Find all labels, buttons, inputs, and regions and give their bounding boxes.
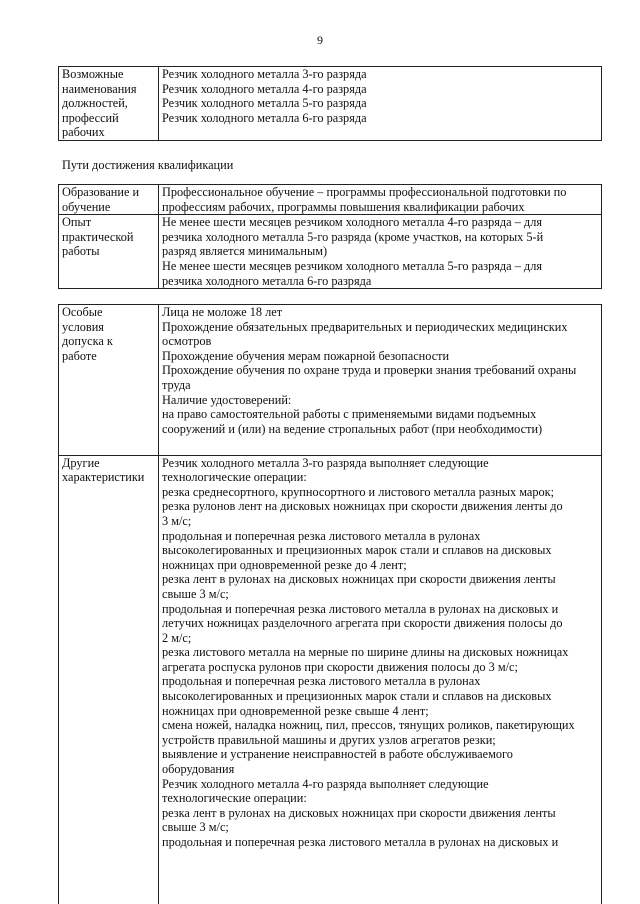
position-item: Резчик холодного металла 5-го разряда bbox=[162, 96, 367, 111]
text-line: оборудования bbox=[162, 762, 235, 777]
label-line: практической bbox=[62, 229, 134, 244]
text-line: продольная и поперечная резка листового металла в рулонах bbox=[162, 528, 481, 543]
table-row bbox=[59, 67, 602, 141]
text-line: Лица не моложе 18 лет bbox=[162, 305, 283, 319]
text-line: резка листового металла на мерные по ширине длины на дисковых ножницах bbox=[162, 645, 569, 660]
conditions-table bbox=[58, 304, 602, 904]
positions-items-cell bbox=[159, 67, 602, 141]
label-line: характеристики bbox=[62, 470, 145, 485]
text-line: технологические операции: bbox=[162, 470, 307, 485]
experience-label-cell bbox=[59, 215, 159, 289]
experience-text-cell bbox=[159, 215, 602, 289]
text-line: профессиям рабочих, программы повышения квалификации рабочих bbox=[162, 199, 525, 214]
label-line: допуска к bbox=[62, 334, 113, 349]
positions-label-cell bbox=[59, 67, 159, 141]
text-line: агрегата роспуска рулонов при скорости движения полосы до 3 м/с; bbox=[162, 659, 518, 674]
label-line: должностей, bbox=[62, 96, 128, 111]
text-line: выявление и устранение неисправностей в работе обслуживаемого bbox=[162, 747, 513, 762]
text-line: высоколегированных и прецизионных марок стали и сплавов на дисковых bbox=[162, 689, 552, 704]
text-line: технологические операции: bbox=[162, 791, 307, 806]
text-line: 2 м/с; bbox=[162, 630, 192, 645]
text-line: резчика холодного металла 5-го разряда (кроме участков, на которых 5-й bbox=[162, 229, 544, 244]
section-heading: Пути достижения квалификации bbox=[62, 158, 234, 172]
label-line: работы bbox=[62, 244, 100, 259]
table-row bbox=[59, 455, 602, 904]
text-line: 3 м/с; bbox=[162, 513, 192, 528]
text-line: Резчик холодного металла 3-го разряда выполняет следующие bbox=[162, 455, 489, 470]
label-line: Образование и bbox=[62, 185, 140, 199]
text-line: Наличие удостоверений: bbox=[162, 392, 292, 407]
text-line: летучих ножницах разделочного агрегата при скорости движения полосы до bbox=[162, 616, 563, 631]
qualification-table bbox=[58, 184, 602, 289]
text-line: высоколегированных и прецизионных марок стали и сплавов на дисковых bbox=[162, 543, 552, 558]
label-line: работе bbox=[62, 348, 97, 363]
page-number: 9 bbox=[317, 33, 323, 47]
text-line: продольная и поперечная резка листового металла в рулонах bbox=[162, 674, 481, 689]
positions-table bbox=[58, 66, 602, 141]
text-line: продольная и поперечная резка листового металла в рулонах на дисковых и bbox=[162, 601, 559, 616]
label-line: профессий bbox=[62, 110, 119, 125]
text-line: Не менее шести месяцев резчиком холодного металла 4-го разряда – для bbox=[162, 215, 542, 230]
text-line: сооружений и (или) на ведение стропальных работ (при необходимости) bbox=[162, 421, 543, 436]
education-text-cell bbox=[159, 185, 602, 215]
text-line: труда bbox=[162, 377, 191, 392]
text-line: ножницах при одновременной резке до 4 лент; bbox=[162, 557, 407, 572]
text-line: свыше 3 м/с; bbox=[162, 586, 229, 601]
text-line: смена ножей, наладка ножниц, пил, прессов, тянущих роликов, пакетирующих bbox=[162, 718, 575, 733]
position-item: Резчик холодного металла 4-го разряда bbox=[162, 81, 367, 96]
other-characteristics-label-cell bbox=[59, 455, 159, 904]
label-line: Опыт bbox=[62, 215, 92, 230]
text-line: резка лент в рулонах на дисковых ножницах при скорости движения ленты bbox=[162, 572, 556, 587]
text-line: свыше 3 м/с; bbox=[162, 820, 229, 835]
text-line: Прохождение обучения мерам пожарной безопасности bbox=[162, 348, 450, 363]
text-line: Не менее шести месяцев резчиком холодного металла 5-го разряда – для bbox=[162, 258, 542, 273]
label-line: наименования bbox=[62, 81, 137, 96]
text-line: резка лент в рулонах на дисковых ножницах при скорости движения ленты bbox=[162, 805, 556, 820]
position-item: Резчик холодного металла 3-го разряда bbox=[162, 67, 367, 81]
position-item: Резчик холодного металла 6-го разряда bbox=[162, 110, 367, 125]
label-line: рабочих bbox=[62, 125, 105, 140]
other-characteristics-text-cell bbox=[159, 455, 602, 904]
table-row bbox=[59, 305, 602, 456]
special-conditions-text-cell bbox=[159, 305, 602, 456]
text-line: резка среднесортного, крупносортного и листового металла разных марок; bbox=[162, 484, 555, 499]
text-line: резка рулонов лент на дисковых ножницах при скорости движения ленты до bbox=[162, 499, 563, 514]
text-line: ножницах при одновременной резке свыше 4 лент; bbox=[162, 703, 429, 718]
table-row bbox=[59, 215, 602, 289]
text-line: Профессиональное обучение – программы профессиональной подготовки по bbox=[162, 185, 567, 199]
text-line: на право самостоятельной работы с применяемыми видами подъемных bbox=[162, 407, 537, 422]
label-line: условия bbox=[62, 319, 104, 334]
text-line: разряд является минимальным) bbox=[162, 244, 328, 259]
label-line: Особые bbox=[62, 305, 103, 319]
text-line: Прохождение обязательных предварительных и периодических медицинских bbox=[162, 319, 568, 334]
label-line: Возможные bbox=[62, 67, 124, 81]
text-line: Прохождение обучения по охране труда и проверки знания требований охраны bbox=[162, 363, 577, 378]
text-line: резчика холодного металла 6-го разряда bbox=[162, 273, 372, 288]
text-line: осмотров bbox=[162, 334, 212, 349]
table-row bbox=[59, 185, 602, 215]
label-line: обучение bbox=[62, 199, 111, 214]
text-line: устройств правильной машины и других узлов агрегатов резки; bbox=[162, 732, 496, 747]
text-line: Резчик холодного металла 4-го разряда выполняет следующие bbox=[162, 776, 489, 791]
label-line: Другие bbox=[62, 455, 100, 470]
text-line: продольная и поперечная резка листового металла в рулонах на дисковых и bbox=[162, 835, 559, 850]
special-conditions-label-cell bbox=[59, 305, 159, 456]
education-label-cell bbox=[59, 185, 159, 215]
